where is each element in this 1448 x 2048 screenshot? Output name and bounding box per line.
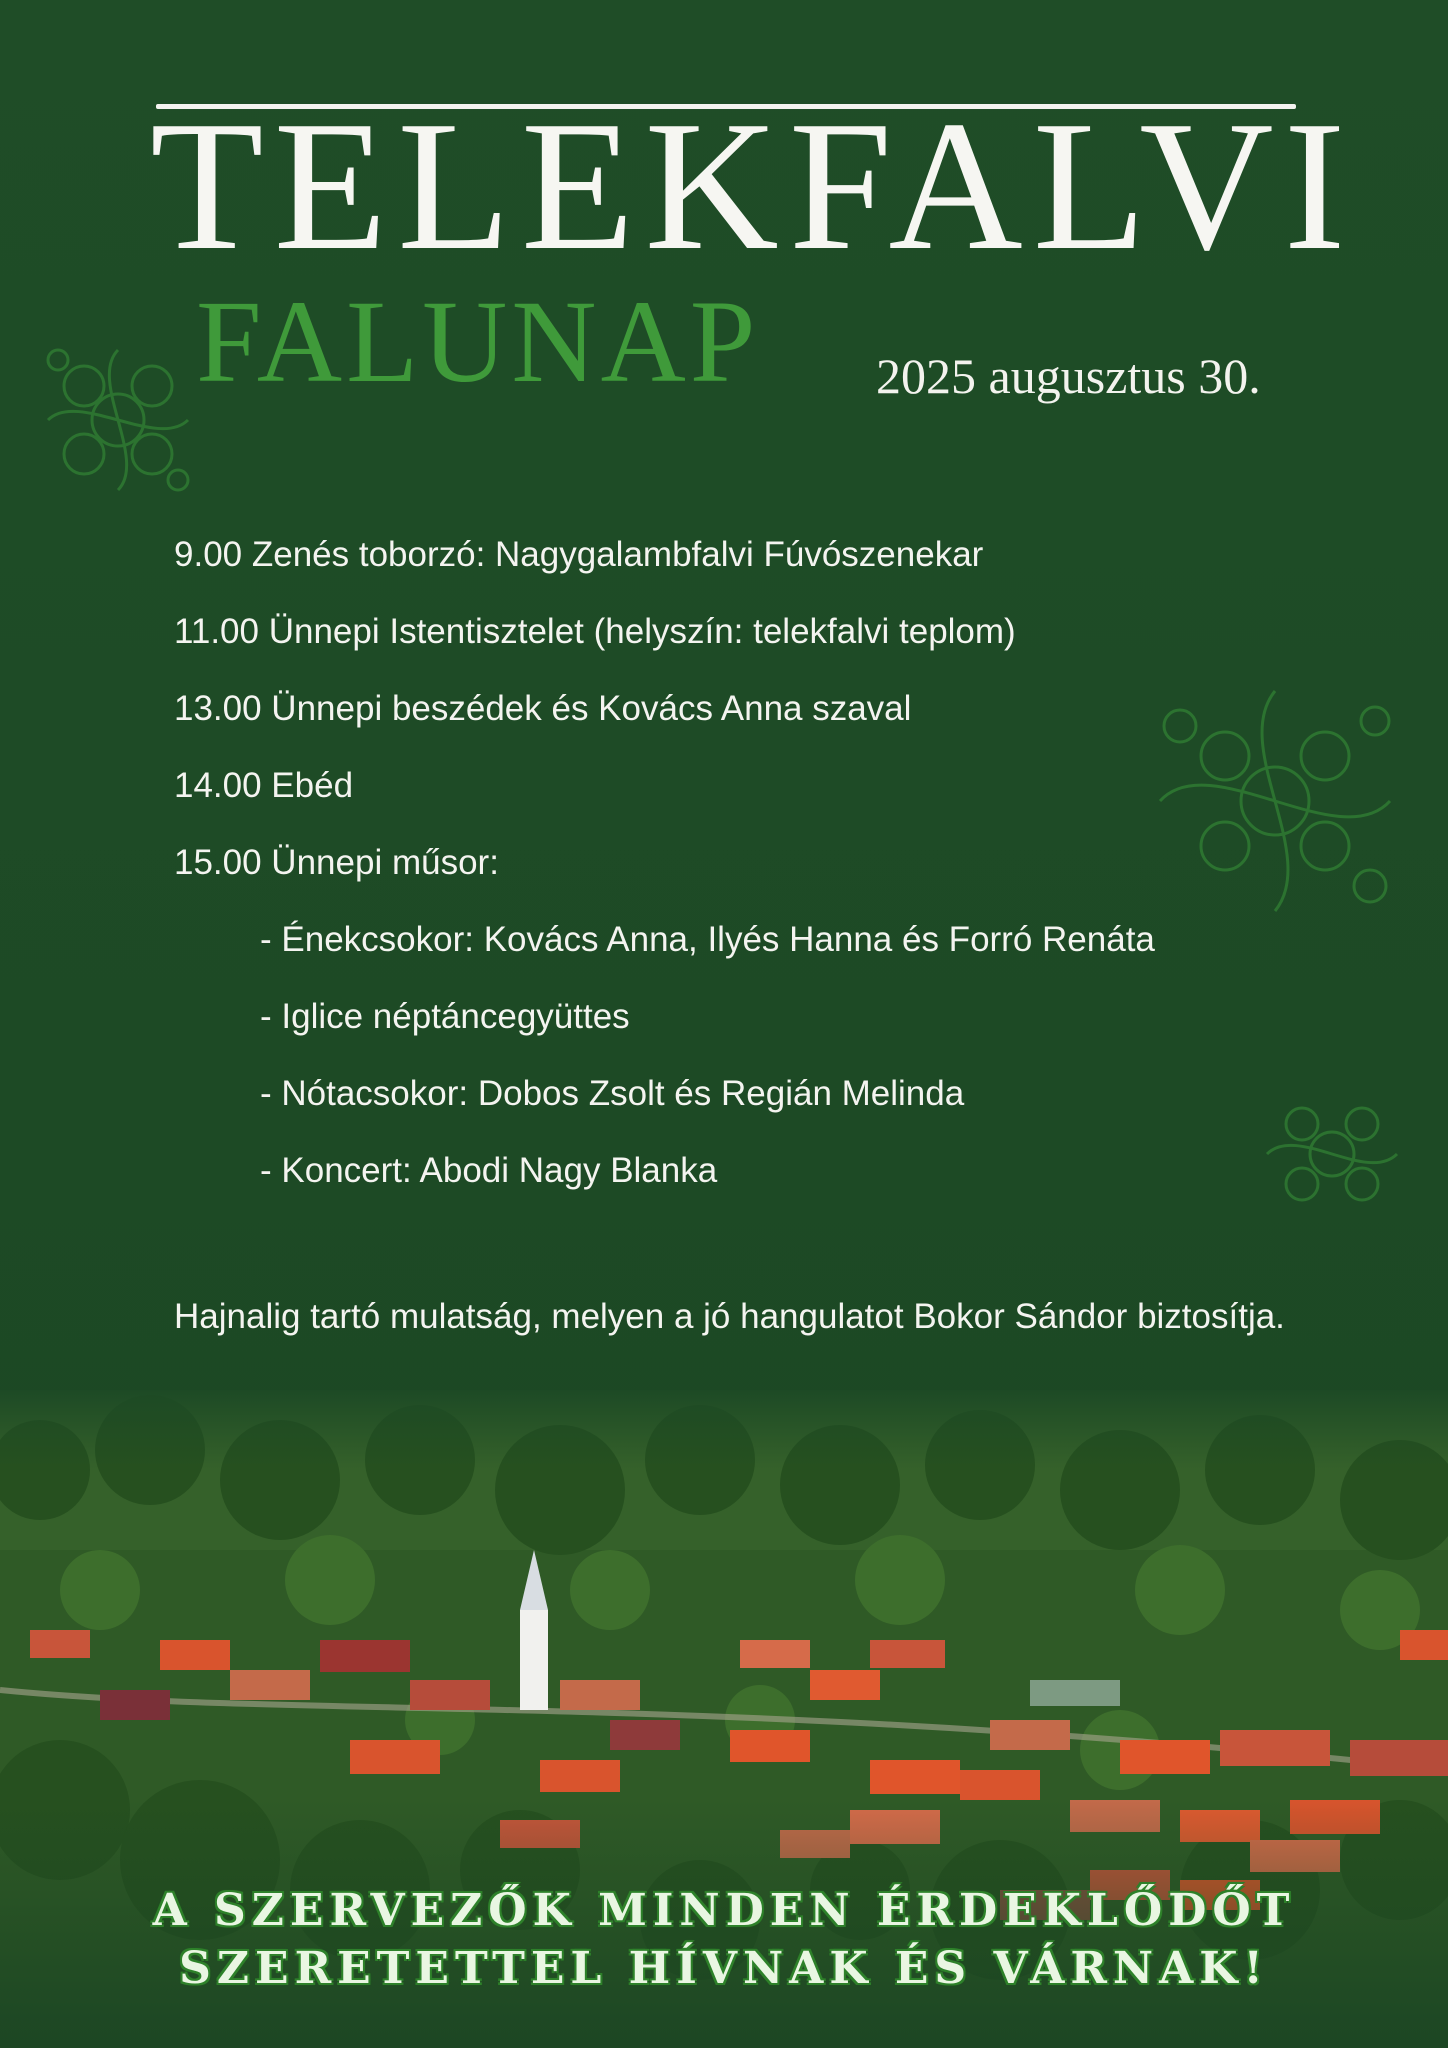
closing-note: Hajnalig tartó mulatság, melyen a jó hangulatot Bokor Sándor biztosítja. — [174, 1297, 1285, 1336]
floral-ornament-left — [28, 330, 208, 510]
event-subtitle: FALUNAP — [196, 276, 760, 407]
footer-invitation — [0, 1882, 1448, 1998]
program-item: 11.00 Ünnepi Istentisztelet (helyszín: telekfalvi teplom) — [174, 612, 1016, 651]
event-date: 2025 augusztus 30. — [876, 348, 1261, 404]
program-subitem: - Nótacsokor: Dobos Zsolt és Regián Melinda — [260, 1074, 965, 1113]
event-title: TELEKFALVI — [150, 83, 1356, 289]
program-subitem: - Koncert: Abodi Nagy Blanka — [260, 1151, 718, 1190]
footer-line-2: SZERETETTEL HÍVNAK ÉS VÁRNAK! — [179, 1943, 1269, 1994]
program-item: 15.00 Ünnepi műsor: — [174, 843, 499, 882]
program-item: 14.00 Ebéd — [174, 766, 354, 805]
program-subitem: - Énekcsokor: Kovács Anna, Ilyés Hanna és Forró Renáta — [260, 920, 1155, 959]
footer-line-1: A SZERVEZŐK MINDEN ÉRDEKLŐDŐT — [152, 1885, 1296, 1936]
program-subitem: - Iglice néptáncegyüttes — [260, 997, 630, 1036]
program-list — [174, 516, 1354, 1209]
program-item: 13.00 Ünnepi beszédek és Kovács Anna szaval — [174, 689, 912, 728]
program-item: 9.00 Zenés toborzó: Nagygalambfalvi Fúvószenekar — [174, 535, 984, 574]
